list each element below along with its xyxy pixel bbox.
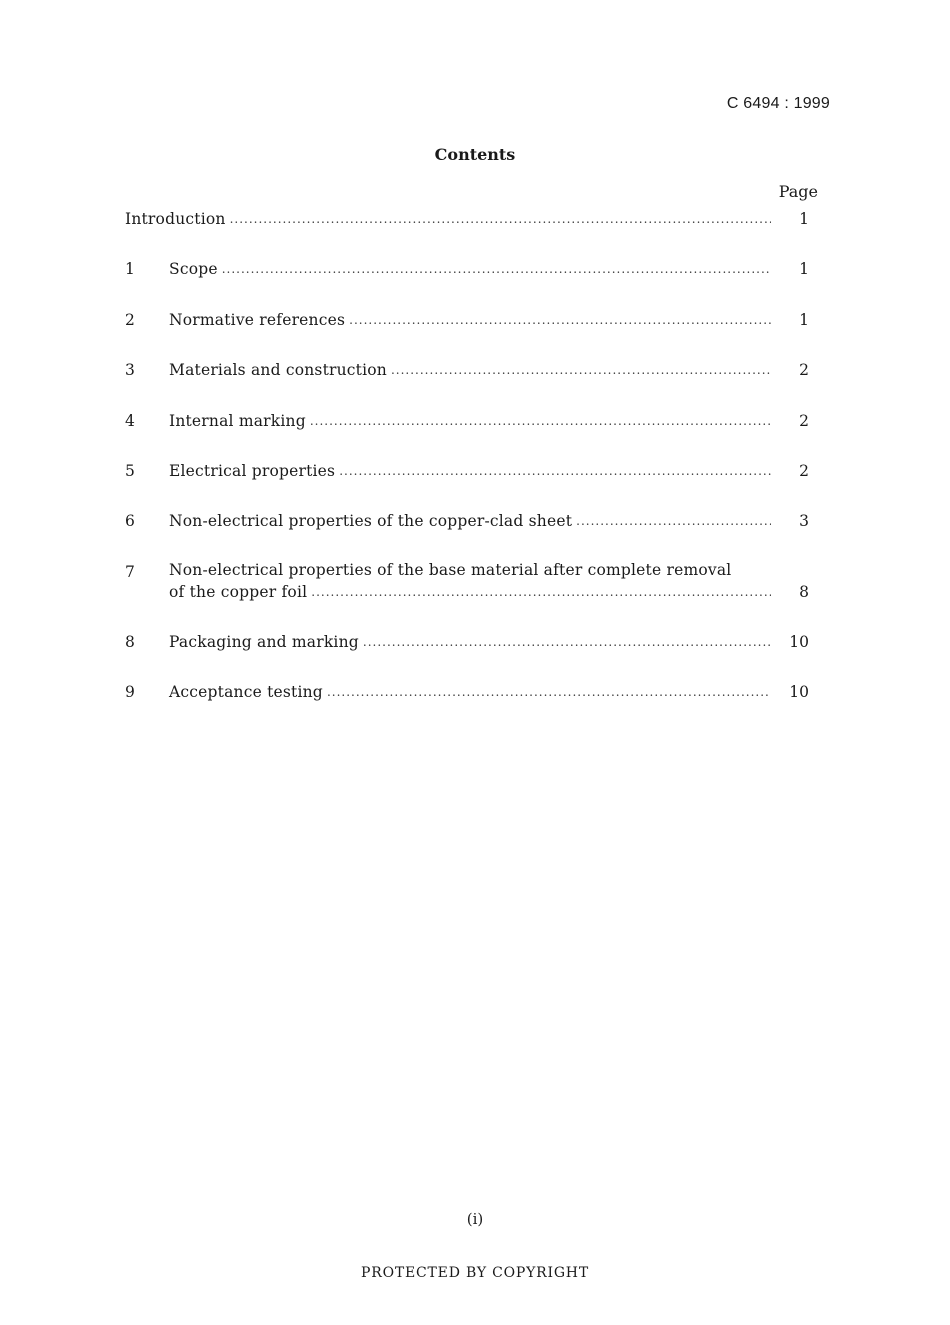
toc-entry-number: 9 <box>125 683 135 702</box>
toc-entry-label: Non-electrical properties of the copper-clad sheet <box>169 512 573 531</box>
toc-entry-number: 4 <box>125 411 135 430</box>
leader-dots <box>349 309 771 331</box>
toc-entry-8[interactable] <box>125 631 825 657</box>
toc-entry-page: 3 <box>799 512 809 531</box>
toc-entry-label: Materials and construction <box>169 361 387 380</box>
copyright-notice: PROTECTED BY COPYRIGHT <box>361 1265 589 1281</box>
toc-entry-number: 2 <box>125 310 135 329</box>
table-of-contents <box>125 208 825 732</box>
toc-entry-page: 1 <box>799 260 809 279</box>
toc-entry-1[interactable] <box>125 258 825 284</box>
leader-dots <box>391 359 771 381</box>
toc-entry-number: 8 <box>125 632 135 651</box>
toc-entry-label: Internal marking <box>169 411 306 430</box>
toc-entry-label: Acceptance testing <box>169 683 323 702</box>
toc-entry-label: of the copper foil <box>169 582 308 601</box>
toc-entry-introduction[interactable] <box>125 208 825 234</box>
leader-dots <box>576 510 771 532</box>
toc-entry-6[interactable] <box>125 510 825 536</box>
toc-entry-page: 8 <box>799 582 809 601</box>
toc-entry-page: 2 <box>799 411 809 430</box>
toc-entry-label: Electrical properties <box>169 461 336 480</box>
toc-entry-label: Scope <box>169 260 218 279</box>
toc-entry-number: 3 <box>125 361 135 380</box>
toc-entry-page: 2 <box>799 361 809 380</box>
toc-entry-number: 5 <box>125 461 135 480</box>
toc-entry-label: Normative references <box>169 310 346 329</box>
leader-dots <box>222 258 771 280</box>
leader-dots <box>339 460 771 482</box>
toc-entry-number: 1 <box>125 260 135 279</box>
page-title: Contents <box>434 145 516 164</box>
document-code: C 6494 : 1999 <box>726 95 830 112</box>
toc-entry-7[interactable] <box>125 561 825 607</box>
leader-dots <box>327 681 771 703</box>
toc-entry-page: 1 <box>799 210 809 228</box>
toc-entry-label-line1: Non-electrical properties of the base material after complete removal <box>169 560 732 579</box>
toc-entry-9[interactable] <box>125 681 825 707</box>
toc-entry-page: 2 <box>799 461 809 480</box>
toc-entry-page: 1 <box>799 310 809 329</box>
toc-entry-3[interactable] <box>125 359 825 385</box>
toc-entry-2[interactable] <box>125 309 825 335</box>
footer-page-number: (i) <box>466 1210 484 1228</box>
page-column-heading: Page <box>778 182 818 201</box>
toc-entry-4[interactable] <box>125 410 825 436</box>
toc-entry-page: 10 <box>789 632 809 651</box>
toc-entry-label: Packaging and marking <box>169 632 359 651</box>
toc-entry-number: 7 <box>125 562 135 581</box>
leader-dots <box>310 410 771 432</box>
toc-entry-page: 10 <box>789 683 809 702</box>
toc-entry-number: 6 <box>125 512 135 531</box>
toc-entry-5[interactable] <box>125 460 825 486</box>
leader-dots <box>311 581 771 603</box>
leader-dots <box>230 208 771 230</box>
toc-entry-label: Introduction <box>125 210 226 228</box>
leader-dots <box>363 631 771 653</box>
